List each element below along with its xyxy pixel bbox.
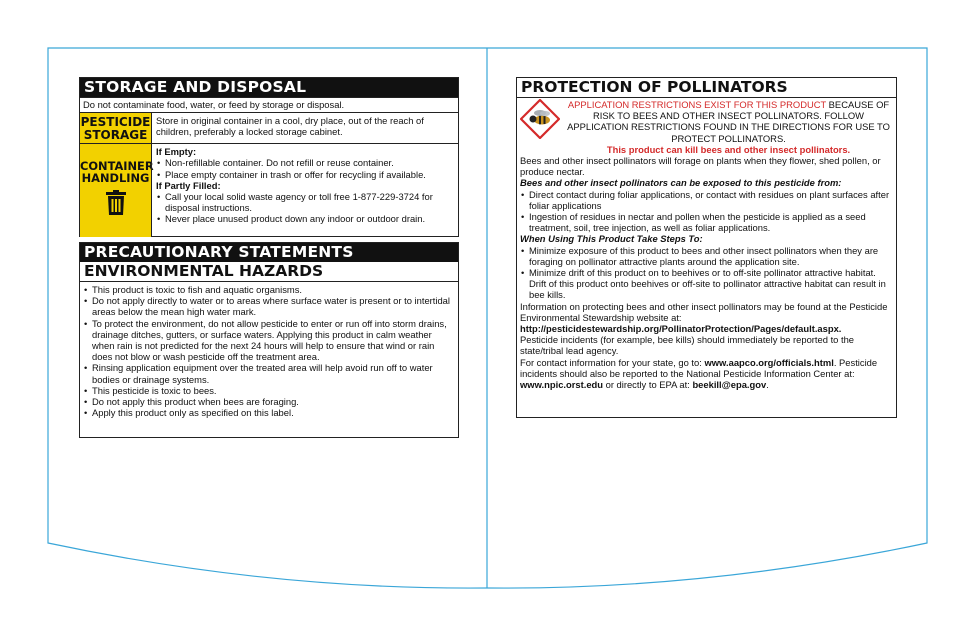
storage-title: STORAGE AND DISPOSAL	[80, 78, 458, 97]
partly-filled-heading: If Partly Filled:	[156, 179, 221, 191]
exposed-list	[520, 189, 893, 234]
epa-email-link[interactable]: beekill@epa.gov	[692, 379, 767, 391]
pesticide-storage-text: Store in original container in a cool, dry place, out of the reach of children, preferably a locked storage cabinet.	[151, 113, 458, 143]
container-handling-row	[80, 143, 458, 237]
precautionary-title: PRECAUTIONARY STATEMENTS	[80, 243, 458, 262]
container-handling-label-2: HANDLING	[81, 171, 150, 186]
aapco-link[interactable]: www.aapco.org/officials.html	[704, 356, 834, 368]
restriction-text	[564, 99, 893, 144]
list-item: • Call your local solid waste agency or toll free 1-877-229-3724 for disposal instructions.	[156, 191, 454, 213]
incidents-text: Pesticide incidents (for example, bee kills) should immediately be reported to the state/tribal lead agency.	[520, 334, 855, 357]
pesticide-storage-label-2: STORAGE	[83, 127, 148, 142]
list-item: • Non-refillable container. Do not refill or reuse container.	[156, 157, 454, 168]
bee-warning-icon	[520, 99, 560, 139]
steps-list	[520, 245, 893, 301]
contact-mid2: or directly to EPA at:	[603, 379, 693, 391]
list-item: • This product is toxic to fish and aquatic organisms.	[83, 284, 454, 295]
list-item: • Do not apply this product when bees are foraging.	[83, 396, 454, 407]
storage-intro: Do not contaminate food, water, or feed by storage or disposal.	[80, 97, 458, 112]
container-handling-label-1: CONTAINER	[80, 159, 154, 174]
container-handling-text	[151, 144, 458, 237]
restriction-red: APPLICATION RESTRICTIONS EXIST FOR THIS PRODUCT	[567, 99, 827, 110]
contact-end: .	[766, 379, 769, 391]
environmental-hazards-title: ENVIRONMENTAL HAZARDS	[80, 262, 458, 282]
container-handling-label	[80, 144, 154, 237]
list-item: • Rinsing application equipment over the treated area will help avoid run off to water bodies or drainage systems.	[83, 362, 454, 384]
trash-can-icon	[105, 190, 127, 216]
list-item: • Minimize exposure of this product to bees and other insect pollinators when they are foraging on pollinator attractive plants around the application site.	[520, 245, 893, 267]
exposed-heading: Bees and other insect pollinators can be exposed to this pesticide from:	[520, 177, 842, 189]
list-item: • Direct contact during foliar applications, or contact with residues on plant surfaces after foliar applications	[520, 189, 893, 211]
list-item: • This pesticide is toxic to bees.	[83, 385, 454, 396]
precautionary-panel	[79, 242, 459, 438]
list-item: • Ingestion of residues in nectar and pollen when the pesticide is applied as a seed treatment, soil, tree injection, as well as foliar applications.	[520, 211, 893, 233]
storage-disposal-panel	[79, 77, 459, 237]
kill-warning: This product can kill bees and other insect pollinators.	[606, 143, 851, 155]
restriction-block	[520, 99, 893, 155]
pollinators-title: PROTECTION OF POLLINATORS	[517, 78, 896, 98]
if-empty-list	[156, 157, 454, 179]
forage-text: Bees and other insect pollinators will forage on plants when they flower, shed pollen, or produce nectar.	[520, 155, 881, 178]
pollinators-panel	[516, 77, 897, 418]
contact-prefix: For contact information for your state, go to:	[520, 356, 705, 368]
list-item: • To protect the environment, do not allow pesticide to enter or run off into storm drains, drainage ditches, gutters, or surface waters. Applying this product in calm weather when rain is not predicted for the next 24 hours will help to ensure that wind or rain does not blow or wash pesticide off the treatment area.	[83, 318, 454, 363]
partly-filled-list	[156, 191, 454, 225]
contact-text	[520, 357, 893, 391]
npic-link[interactable]: www.npic.orst.edu	[520, 379, 603, 391]
contact-mid: . Pesticide incidents should also be reported to the National Pesticide Information Center at:	[520, 356, 878, 379]
if-empty-heading: If Empty:	[156, 146, 197, 158]
pesticide-storage-label-1: PESTICIDE	[80, 115, 151, 130]
info-text: Information on protecting bees and other insect pollinators may be found at the Pesticide Environmental Stewardship website at:	[520, 300, 888, 323]
list-item: • Never place unused product down any indoor or outdoor drain.	[156, 213, 454, 224]
list-item: • Apply this product only as specified on this label.	[83, 407, 454, 418]
steps-heading: When Using This Product Take Steps To:	[520, 233, 703, 245]
list-item: • Minimize drift of this product on to beehives or to off-site pollinator attractive habitat. Drift of this product onto beehives or off-site to pollinator attractive habitat can result in bee kills.	[520, 267, 893, 301]
list-item: • Place empty container in trash or offer for recycling if available.	[156, 169, 454, 180]
stewardship-link[interactable]: http://pesticidestewardship.org/PollinatorProtection/Pages/default.aspx.	[520, 323, 842, 335]
pollinators-body	[517, 98, 896, 390]
environmental-hazards-list	[80, 282, 458, 418]
pesticide-storage-label	[80, 113, 151, 143]
pesticide-storage-row	[80, 112, 458, 143]
list-item: • Do not apply directly to water or to areas where surface water is present or to intertidal areas below the mean high water mark.	[83, 295, 454, 317]
restriction-rest: BECAUSE OF RISK TO BEES AND OTHER INSECT POLLINATORS. FOLLOW APPLICATION RESTRICTIONS FOUND IN THE DIRECTIONS FOR USE TO PROTECT POLLINATORS.	[567, 99, 890, 144]
